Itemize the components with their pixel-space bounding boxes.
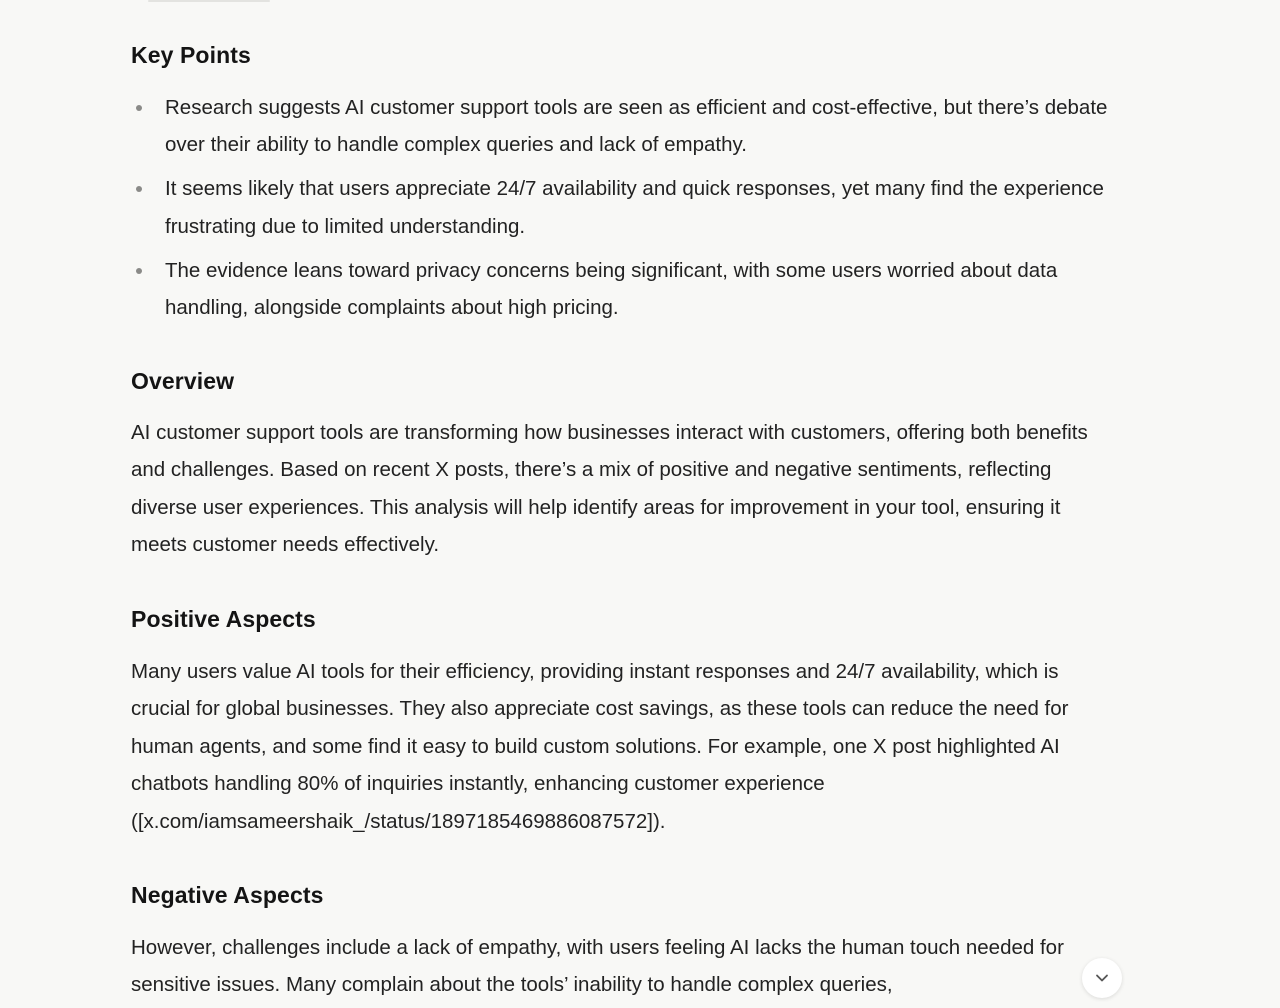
bullet-icon (136, 105, 142, 111)
heading-overview: Overview (131, 368, 235, 394)
bullet-icon (136, 268, 142, 274)
list-item (131, 170, 1121, 245)
paragraph-negative-aspects: However, challenges include a lack of empathy, with users feeling AI lacks the human touch needed for sensitive issues. Many complain about the tools’ inability to handle complex queries, (131, 936, 1064, 997)
list-item (131, 252, 1121, 327)
list-item (131, 89, 1121, 164)
list-item-text: The evidence leans toward privacy concerns being significant, with some users worried about data handling, alongside complaints about high pricing. (165, 258, 1058, 320)
list-item-text: It seems likely that users appreciate 24/7 availability and quick responses, yet many find the experience frustrating due to limited understanding. (165, 177, 1104, 238)
heading-key-points: Key Points (131, 42, 251, 68)
heading-positive-aspects: Positive Aspects (131, 606, 316, 632)
paragraph-positive-aspects: Many users value AI tools for their efficiency, providing instant responses and 24/7 availability, which is crucial for global businesses. They also appreciate cost savings, as these tools can reduce the need for human agents, and some find it easy to build custom solutions. For example, one X post highlighted AI chatbots handling 80% of inquiries instantly, enhancing customer experience ([x.com/iamsameershaik_/status/1897185469886087572]). (131, 660, 1069, 833)
key-points-list (131, 89, 1121, 333)
chevron-down-icon (1093, 969, 1111, 987)
scroll-to-bottom-button[interactable] (1082, 958, 1122, 998)
divider (148, 0, 270, 2)
list-item-text: Research suggests AI customer support tools are seen as efficient and cost-effective, but there’s debate over their ability to handle complex queries and lack of empathy. (165, 96, 1108, 157)
paragraph-overview: AI customer support tools are transforming how businesses interact with customers, offering both benefits and challenges. Based on recent X posts, there’s a mix of positive and negative sentiments, reflecting diverse user experiences. This analysis will help identify areas for improvement in your tool, ensuring it meets customer needs effectively. (131, 421, 1088, 557)
heading-negative-aspects: Negative Aspects (131, 882, 324, 908)
bullet-icon (136, 186, 142, 192)
